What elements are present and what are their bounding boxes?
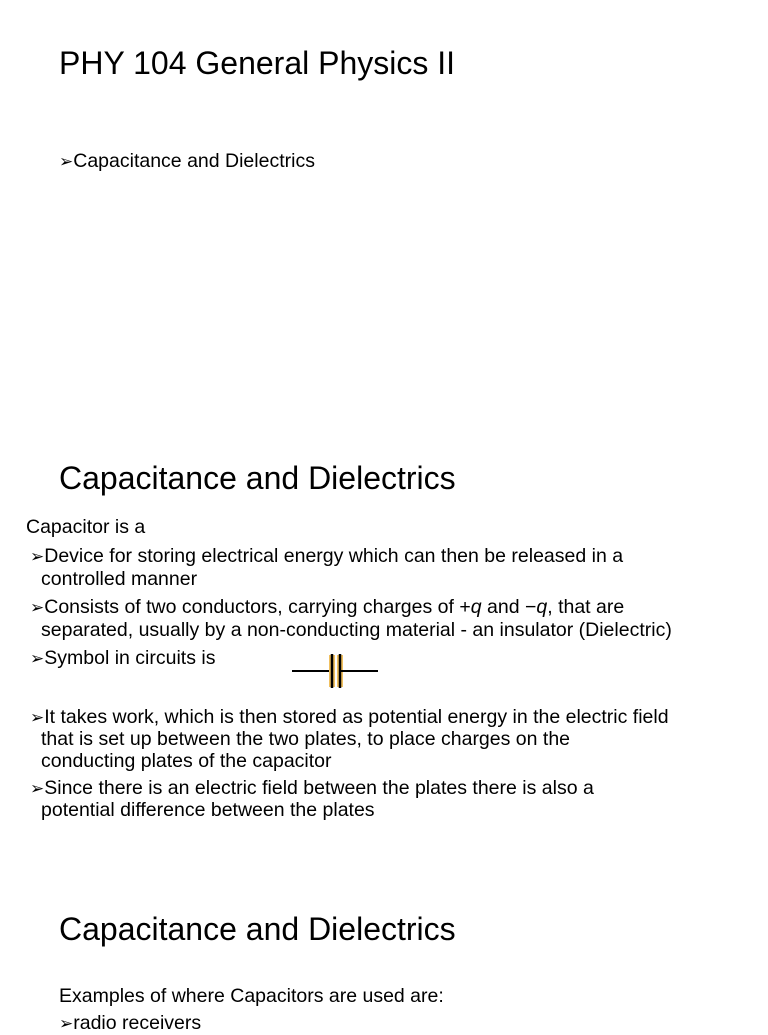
slide2-title: Capacitance and Dielectrics <box>59 460 456 496</box>
bullet-device: ➢Device for storing electrical energy which can then be released in a <box>30 545 624 567</box>
arrow-bullet-icon: ➢ <box>30 779 45 798</box>
slide3-bullet-radio: ➢radio receivers <box>59 1012 202 1034</box>
bullet-work: ➢It takes work, which is then stored as potential energy in the electric field <box>30 706 669 728</box>
bullet-field: ➢Since there is an electric field between the plates there is also a <box>30 777 594 799</box>
slide2-intro: Capacitor is a <box>26 516 146 538</box>
bullet-field-cont: potential difference between the plates <box>41 799 375 821</box>
slide1-bullet: ➢Capacitance and Dielectrics <box>59 150 315 172</box>
slide1-title: PHY 104 General Physics II <box>59 45 456 81</box>
bullet-work-cont1: that is set up between the two plates, to place charges on the <box>41 728 571 750</box>
arrow-bullet-icon: ➢ <box>30 598 45 617</box>
arrow-bullet-icon: ➢ <box>30 649 45 668</box>
bullet-symbol: ➢Symbol in circuits is <box>30 647 216 669</box>
bullet-conductors-cont: separated, usually by a non-conducting material - an insulator (Dielectric) <box>41 619 672 641</box>
arrow-bullet-icon: ➢ <box>30 708 45 727</box>
bullet-work-cont2: conducting plates of the capacitor <box>41 750 332 772</box>
bullet-conductors: ➢Consists of two conductors, carrying charges of +q and −q, that are <box>30 596 625 618</box>
arrow-bullet-icon: ➢ <box>30 547 45 566</box>
arrow-bullet-icon: ➢ <box>59 1014 74 1033</box>
bullet-device-cont: controlled manner <box>41 568 198 590</box>
slide3-title: Capacitance and Dielectrics <box>59 911 456 947</box>
capacitor-symbol-icon <box>292 652 380 690</box>
slide3-intro: Examples of where Capacitors are used are: <box>59 985 444 1007</box>
arrow-bullet-icon: ➢ <box>59 152 74 171</box>
